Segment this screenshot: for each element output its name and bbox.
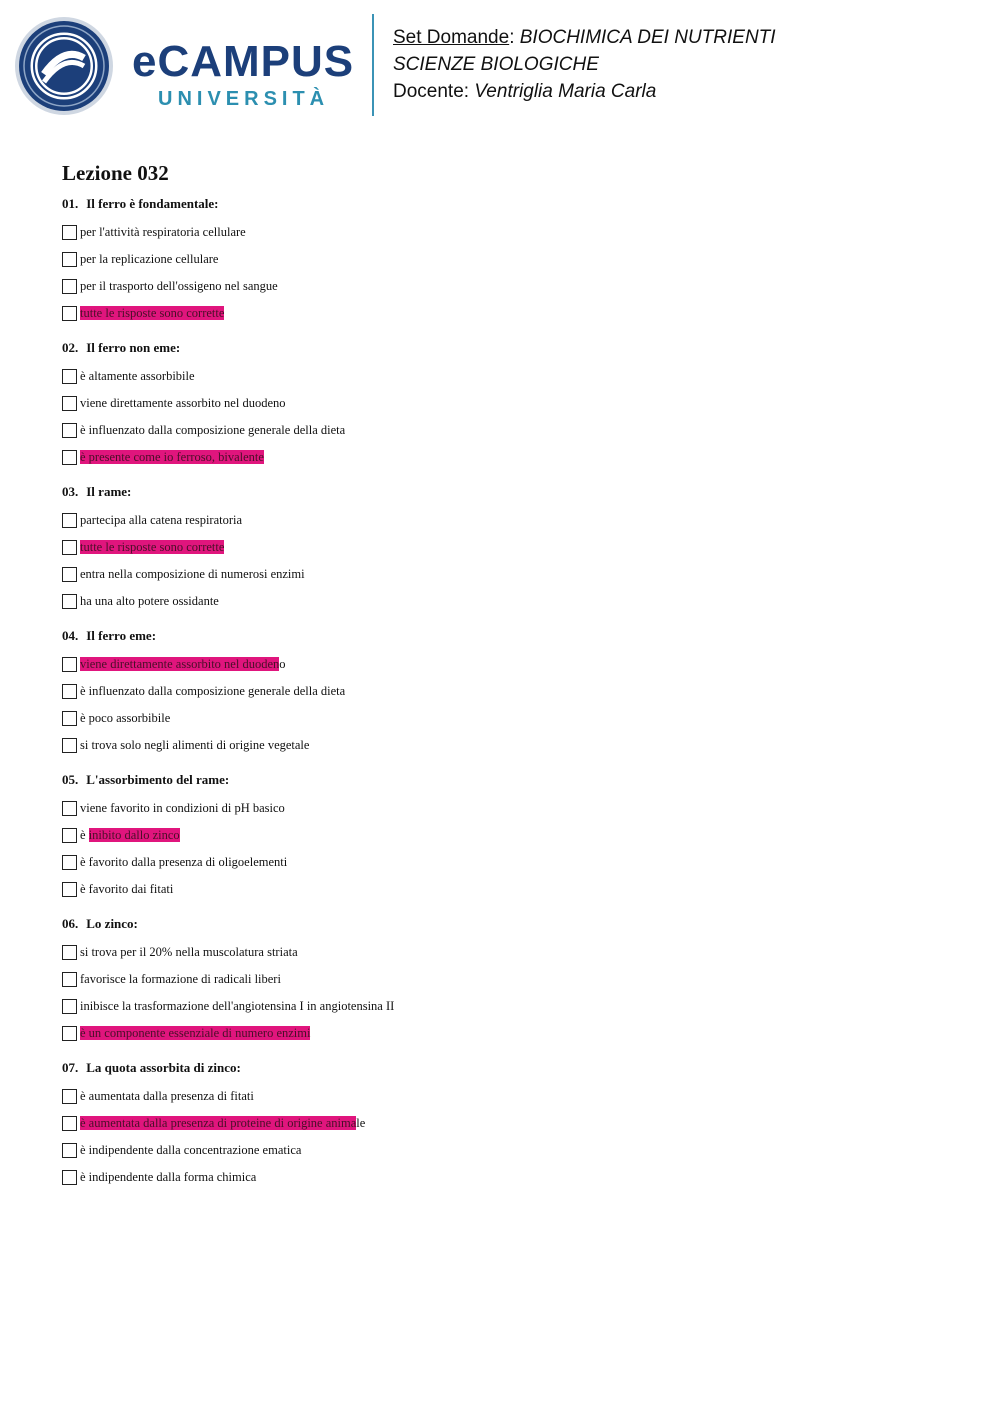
answer-checkbox[interactable] <box>62 711 77 726</box>
teacher-name: Ventriglia Maria Carla <box>474 81 657 102</box>
answer-option[interactable] <box>62 795 962 822</box>
answer-label <box>80 279 278 294</box>
answer-checkbox[interactable] <box>62 369 77 384</box>
answer-label <box>80 945 298 960</box>
answer-text: è <box>80 828 89 842</box>
answer-option[interactable] <box>62 1020 962 1047</box>
question-text: L'assorbimento del rame: <box>86 772 230 787</box>
answer-checkbox[interactable] <box>62 1170 77 1185</box>
answer-text: è favorito dai fitati <box>80 882 174 896</box>
question-text: Lo zinco: <box>86 916 138 931</box>
answer-option[interactable] <box>62 444 962 471</box>
answer-label <box>80 1026 310 1041</box>
teacher-label: Docente <box>393 81 464 102</box>
answer-label <box>80 306 224 321</box>
ecampus-wordmark <box>132 37 362 116</box>
answer-checkbox[interactable] <box>62 225 77 240</box>
answer-checkbox[interactable] <box>62 882 77 897</box>
answer-label <box>80 855 287 870</box>
answer-text: viene favorito in condizioni di pH basico <box>80 801 285 815</box>
highlighted-answer-text: è un componente essenziale di numero enzimi <box>80 1026 311 1040</box>
answer-text: inibisce la trasformazione dell'angiotensina I in angiotensina II <box>80 999 395 1013</box>
answer-text: per l'attività respiratoria cellulare <box>80 225 246 239</box>
answer-checkbox[interactable] <box>62 252 77 267</box>
answer-checkbox[interactable] <box>62 972 77 987</box>
answer-option[interactable] <box>62 1137 962 1164</box>
answer-option[interactable] <box>62 1083 962 1110</box>
answer-checkbox[interactable] <box>62 423 77 438</box>
answer-checkbox[interactable] <box>62 567 77 582</box>
answer-label <box>80 513 242 528</box>
question-block <box>62 196 962 327</box>
answer-label <box>80 567 305 582</box>
question-heading <box>62 916 962 932</box>
answer-checkbox[interactable] <box>62 1089 77 1104</box>
answer-text: entra nella composizione di numerosi enzimi <box>80 567 305 581</box>
answer-option[interactable] <box>62 651 962 678</box>
answer-text: è poco assorbibile <box>80 711 171 725</box>
answer-checkbox[interactable] <box>62 855 77 870</box>
answer-option[interactable] <box>62 993 962 1020</box>
answer-label <box>80 1170 256 1185</box>
answer-label <box>80 882 173 897</box>
answer-label <box>80 738 309 753</box>
answer-label <box>80 450 264 465</box>
answer-option[interactable] <box>62 300 962 327</box>
quiz-content <box>62 160 962 1204</box>
answer-option[interactable] <box>62 561 962 588</box>
question-block <box>62 916 962 1047</box>
answer-checkbox[interactable] <box>62 279 77 294</box>
question-number: 07. <box>62 1060 79 1075</box>
answer-text: per il trasporto dell'ossigeno nel sangue <box>80 279 278 293</box>
highlighted-answer-text: tutte le risposte sono corrette <box>80 306 225 320</box>
answer-text: è indipendente dalla concentrazione ematica <box>80 1143 302 1157</box>
answer-label <box>80 369 195 384</box>
answer-text: per la replicazione cellulare <box>80 252 219 266</box>
teacher-line: Docente: Ventriglia Maria Carla <box>393 81 657 102</box>
answer-checkbox[interactable] <box>62 657 77 672</box>
answer-option[interactable] <box>62 219 962 246</box>
answer-label <box>80 801 285 816</box>
answer-checkbox[interactable] <box>62 396 77 411</box>
answer-checkbox[interactable] <box>62 684 77 699</box>
answer-option[interactable] <box>62 246 962 273</box>
answer-text: ha una alto potere ossidante <box>80 594 219 608</box>
question-text: Il ferro non eme: <box>86 340 181 355</box>
answer-option[interactable] <box>62 273 962 300</box>
answer-label <box>80 1143 301 1158</box>
answer-label <box>80 396 286 411</box>
answer-checkbox[interactable] <box>62 801 77 816</box>
answer-option[interactable] <box>62 705 962 732</box>
answer-option[interactable] <box>62 966 962 993</box>
answer-checkbox[interactable] <box>62 1143 77 1158</box>
page-header <box>0 0 1000 130</box>
answer-label <box>80 711 170 726</box>
question-text: La quota assorbita di zinco: <box>86 1060 241 1075</box>
answer-option[interactable] <box>62 363 962 390</box>
answer-text: è indipendente dalla forma chimica <box>80 1170 257 1184</box>
highlighted-answer-text: è aumentata dalla presenza di proteine di origine anima <box>80 1116 357 1130</box>
question-number: 05. <box>62 772 79 787</box>
course-line: Set Domande: BIOCHIMICA DEI NUTRIENTI <box>393 27 776 48</box>
highlighted-answer-text: tutte le risposte sono corrette <box>80 540 225 554</box>
answer-checkbox[interactable] <box>62 1116 77 1131</box>
highlighted-answer-text: inibito dallo zinco <box>88 828 180 842</box>
question-text: Il rame: <box>86 484 132 499</box>
answer-text: le <box>356 1116 366 1130</box>
answer-option[interactable] <box>62 678 962 705</box>
question-number: 02. <box>62 340 79 355</box>
question-number: 03. <box>62 484 79 499</box>
question-heading <box>62 628 962 644</box>
answer-label <box>80 684 345 699</box>
answer-text: o <box>279 657 286 671</box>
question-heading <box>62 1060 962 1076</box>
question-number: 06. <box>62 916 79 931</box>
answer-label <box>80 1089 254 1104</box>
answer-label <box>80 657 286 672</box>
question-number: 04. <box>62 628 79 643</box>
answer-text: viene direttamente assorbito nel duodeno <box>80 396 286 410</box>
question-list <box>62 196 962 1191</box>
answer-option[interactable] <box>62 390 962 417</box>
set-label: Set Domande <box>393 27 510 48</box>
answer-text: è favorito dalla presenza di oligoelementi <box>80 855 288 869</box>
answer-text: è altamente assorbibile <box>80 369 195 383</box>
answer-label <box>80 423 345 438</box>
answer-option[interactable] <box>62 822 962 849</box>
question-heading <box>62 340 962 356</box>
answer-label <box>80 252 218 267</box>
answer-option[interactable] <box>62 732 962 759</box>
degree-line <box>393 51 776 78</box>
degree-name: SCIENZE BIOLOGICHE <box>393 54 599 75</box>
answer-label <box>80 1116 365 1131</box>
question-block <box>62 340 962 471</box>
highlighted-answer-text: è presente come io ferroso, bivalente <box>80 450 264 464</box>
answer-checkbox[interactable] <box>62 513 77 528</box>
answer-text: favorisce la formazione di radicali liberi <box>80 972 281 986</box>
answer-checkbox[interactable] <box>62 306 77 321</box>
question-number: 01. <box>62 196 79 211</box>
question-block <box>62 484 962 615</box>
highlighted-answer-text: viene direttamente assorbito nel duoden <box>80 657 280 671</box>
university-seal-logo <box>14 16 114 116</box>
answer-checkbox[interactable] <box>62 999 77 1014</box>
question-text: Il ferro è fondamentale: <box>86 196 219 211</box>
answer-checkbox[interactable] <box>62 450 77 465</box>
answer-text: si trova solo negli alimenti di origine vegetale <box>80 738 310 752</box>
question-block <box>62 1060 962 1191</box>
answer-label <box>80 594 219 609</box>
answer-label <box>80 972 281 987</box>
answer-checkbox[interactable] <box>62 945 77 960</box>
answer-option[interactable] <box>62 849 962 876</box>
answer-option[interactable] <box>62 939 962 966</box>
question-heading <box>62 484 962 500</box>
answer-label <box>80 999 394 1014</box>
answer-checkbox[interactable] <box>62 594 77 609</box>
answer-text: è influenzato dalla composizione generale della dieta <box>80 684 346 698</box>
question-heading <box>62 772 962 788</box>
answer-checkbox[interactable] <box>62 828 77 843</box>
answer-text: è aumentata dalla presenza di fitati <box>80 1089 254 1103</box>
question-heading <box>62 196 962 212</box>
answer-option[interactable] <box>62 876 962 903</box>
answer-label <box>80 828 180 843</box>
answer-text: partecipa alla catena respiratoria <box>80 513 243 527</box>
question-block <box>62 628 962 759</box>
answer-text: è influenzato dalla composizione generale della dieta <box>80 423 346 437</box>
answer-option[interactable] <box>62 507 962 534</box>
course-info <box>393 24 776 105</box>
question-block <box>62 772 962 903</box>
answer-checkbox[interactable] <box>62 540 77 555</box>
lesson-title: Lezione 032 <box>62 161 169 185</box>
brand-name: eCAMPUS <box>132 37 355 86</box>
answer-label <box>80 540 224 555</box>
answer-label <box>80 225 246 240</box>
answer-option[interactable] <box>62 417 962 444</box>
course-name: BIOCHIMICA DEI NUTRIENTI <box>519 27 776 48</box>
header-divider <box>372 14 374 116</box>
answer-option[interactable] <box>62 1164 962 1191</box>
answer-text: si trova per il 20% nella muscolatura striata <box>80 945 298 959</box>
answer-option[interactable] <box>62 534 962 561</box>
answer-checkbox[interactable] <box>62 738 77 753</box>
question-text: Il ferro eme: <box>86 628 157 643</box>
answer-checkbox[interactable] <box>62 1026 77 1041</box>
answer-option[interactable] <box>62 588 962 615</box>
answer-option[interactable] <box>62 1110 962 1137</box>
brand-subtitle: UNIVERSITÀ <box>158 88 330 110</box>
